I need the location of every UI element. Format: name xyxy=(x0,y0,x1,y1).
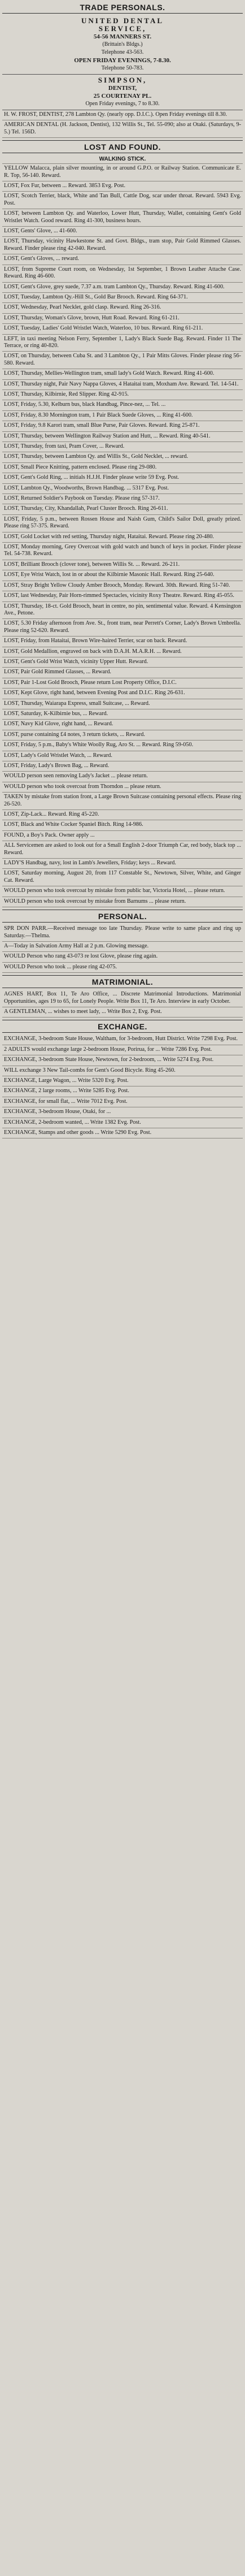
classified-ad: WOULD Person who took ... please ring 42-075. xyxy=(2,963,243,973)
classified-ad: LOST, Black and White Cocker Spaniel Bitch. Ring 14-986. xyxy=(2,820,243,830)
classified-ad: LOST, Gold Medallion, engraved on back with D.A.H. M.A.R.H. ... Reward. xyxy=(2,647,243,657)
classified-ad: LEFT, in taxi meeting Nelson Ferry, September 1, Lady's Black Suede Bag. Reward. Finder 11 The Terrace, or ring 40-820. xyxy=(2,335,243,352)
classified-ad: A—Today in Salvation Army Hall at 2 p.m. Glowing message. xyxy=(2,942,243,952)
classified-ad: LOST, Thursday, between Wellington Railway Station and Hutt, ... Reward. Ring 40-541. xyxy=(2,432,243,442)
ad-line: Telephone 43-563. xyxy=(101,49,144,55)
classified-ad: EXCHANGE, for small flat, ... Write 7012 Evg. Post. xyxy=(2,1097,243,1107)
classified-ad: LOST, Returned Soldier's Paybook on Tuesday. Please ring 57-317. xyxy=(2,494,243,504)
ad-line: Open Friday evenings, 7 to 8.30. xyxy=(85,101,160,107)
classified-ad: FOUND, a Boy's Pack. Owner apply ... xyxy=(2,831,243,841)
ad-line: 54-56 MANNERS ST. xyxy=(93,33,152,40)
classified-ad: ALL Servicemen are asked to look out for a Small English 2-door Triumph Car, red body, black top ... Reward. xyxy=(2,841,243,859)
classified-ad: EXCHANGE, 3-bedroom State House, Newtown, for 2-bedroom, ... Write 5274 Evg. Post. xyxy=(2,1055,243,1066)
ad-line: DENTIST, xyxy=(108,85,137,92)
classified-ad: LOST, Thursday, 18-ct. Gold Brooch, heart in centre, no pin, sentimental value. Reward. 4 Kensington Ave., Petone. xyxy=(2,602,243,620)
classified-ad: LOST, Navy Kid Glove, right hand, ... Reward. xyxy=(2,720,243,730)
classified-ad: LOST, Tuesday, Lambton Qy.-Hill St., Gold Bar Brooch. Reward. Ring 64-371. xyxy=(2,293,243,303)
classified-ad: LOST, Gent's Gloves, ... reward. xyxy=(2,254,243,265)
classified-ad: LOST, Fox Fur, between ... Reward. 3853 Evg. Post. xyxy=(2,181,243,192)
classified-ad: EXCHANGE, 2-bedroom wanted, ... Write 1382 Evg. Post. xyxy=(2,1118,243,1128)
classified-ad: AMERICAN DENTAL (H. Jackson, Dentist), 132 Willis St., Tel. 55-090; also at Otaki. (Saturdays, 9-5.) Tel. 156D. xyxy=(2,120,243,138)
subhead-walking-stick: WALKING STICK. xyxy=(2,155,243,164)
classified-ad: LOST, Thursday, Mellies-Wellington tram, small lady's Gold Watch. Reward. Ring 41-600. xyxy=(2,369,243,379)
classified-ad: LOST, Lady's Gold Wristlet Watch, ... Reward. xyxy=(2,751,243,761)
ad-line: (Brittain's Bldgs.) xyxy=(102,41,143,47)
classified-ad: EXCHANGE, Stamps and other goods ... Write 5290 Evg. Post. xyxy=(2,1128,243,1138)
classified-ad: LOST, Gents' Glove, ... 41-600. xyxy=(2,227,243,237)
classified-ad: LOST, on Thursday, between Cuba St. and 3 Lambton Qy., 1 Pair Mitts Gloves. Finder please ring 56-580. Reward. xyxy=(2,352,243,369)
classified-ad: WOULD person who took overcoat by mistake from public bar, Victoria Hotel, ... please return. xyxy=(2,886,243,897)
classified-ad: LOST, Pair 1-Lost Gold Brooch, Please return Lost Property Office, D.I.C. xyxy=(2,678,243,689)
classified-ad: LOST, Small Piece Knitting, pattern enclosed. Please ring 29-080. xyxy=(2,463,243,473)
classified-ad: LADY'S Handbag, navy, lost in Lamb's Jewellers, Friday; keys ... Reward. xyxy=(2,859,243,869)
classified-ad: LOST, Gent's Gold Ring, ... initials H.J.H. Finder please write 59 Evg. Post. xyxy=(2,473,243,483)
classified-ad: H. W. FROST, DENTIST, 278 Lambton Qy. (nearly opp. D.I.C.). Open Friday evenings till 8.30. xyxy=(2,110,243,120)
ad-line: UNITED DENTAL xyxy=(81,16,164,25)
classified-ad: LOST, Thursday night, Pair Navy Nappa Gloves, 4 Hataitai tram, Moxham Ave. Reward. Tel. 14-541. xyxy=(2,380,243,390)
classified-ad: LOST, Friday, 8.30 Mornington tram, 1 Pair Black Suede Gloves, ... Ring 41-600. xyxy=(2,411,243,421)
classified-ad: LOST, Wednesday, Pearl Necklet, gold clasp. Reward. Ring 26-316. xyxy=(2,303,243,313)
classified-ad: WOULD person who took overcoat from Thorndon ... please return. xyxy=(2,782,243,793)
personal-ads xyxy=(2,924,243,973)
ad-line: 25 COURTENAY PL. xyxy=(93,93,152,99)
section-head-personal: PERSONAL. xyxy=(2,910,243,923)
classified-ad: LOST, Thursday, from taxi, Pram Cover, ... Reward. xyxy=(2,442,243,452)
classified-ad: LOST, Thursday, Waiarapa Express, small Suitcase, ... Reward. xyxy=(2,699,243,709)
classified-ad: LOST, Gold Locket with red setting, Thursday night, Hataitai. Reward. Please ring 20-480. xyxy=(2,532,243,543)
classified-ad: LOST, Friday, 5.30, Kelburn bus, black Handbag, Pince-nez, ... Tel. ... xyxy=(2,400,243,410)
classified-ad: LOST, Thursday, Woman's Glove, brown, Hutt Road. Reward. Ring 61-211. xyxy=(2,314,243,324)
classified-ad: LOST, Brilliant Brooch (clover tone), between Willis St. ... Reward. 26-211. xyxy=(2,560,243,570)
classified-ad: YELLOW Malacca, plain silver mounting, in or around G.P.O. or Railway Station. Communicate E. R. Top, 56-140. Reward. xyxy=(2,164,243,181)
section-head-exchange: EXCHANGE. xyxy=(2,1020,243,1033)
classified-ad: LOST, Friday, 5 p.m., between Rossen House and Naish Gum, Child's Sailor Doll, greatly prized. Please ring 57-375. Reward. xyxy=(2,515,243,532)
classified-ad: WOULD Person who rang 43-073 re lost Glove, please ring again. xyxy=(2,952,243,962)
classified-ad: LOST, Friday, from Hataitai, Brown Wire-haired Terrier, scar on back. Reward. xyxy=(2,637,243,647)
classified-ad: LOST, Kept Glove, right hand, between Evening Post and D.I.C. Ring 26-631. xyxy=(2,689,243,699)
classified-ad: LOST, Gent's Gold Wrist Watch, vicinity Upper Hutt. Reward. xyxy=(2,657,243,668)
classified-ad: SPR DON PARR.—Received message too late Thursday. Please write to same place and ring up Saturday.—Thelma. xyxy=(2,924,243,942)
classified-ad: EXCHANGE, 3-bedroom House, Otaki, for ... xyxy=(2,1107,243,1118)
classified-ad: LOST, Thursday, Kilbirnie, Red Slipper. Ring 42-915. xyxy=(2,390,243,400)
classified-ad: AGNES HART, Box 11, Te Aro Office, ... Discrete Matrimonial Introductions. Matrimonial Opportunities, ages 19 to 65, for Lonely People. Write Box 11, Te Aro. Interview in early October. xyxy=(2,990,243,1007)
classified-ad: LOST, Thursday, City, Khandallah, Pearl Cluster Brooch. Ring 26-611. xyxy=(2,504,243,514)
display-ad-united-dental xyxy=(2,15,243,75)
trade-ads xyxy=(2,110,243,138)
ad-line: SIMPSON, xyxy=(98,76,147,84)
classified-ad: LOST, Gent's Glove, grey suede, 7.37 a.m. tram Lambton Qy., Thursday. Reward. Ring 41-600. xyxy=(2,283,243,293)
classified-ad: EXCHANGE, 3-bedroom State House, Waltham, for 3-bedroom, Hutt District. Write 7298 Evg. Post. xyxy=(2,1034,243,1045)
classified-ad: LOST, Monday morning, Grey Overcoat with gold watch and bunch of keys in pocket. Finder please Tel. 54-738. Reward. xyxy=(2,543,243,560)
display-ad-simpson xyxy=(2,75,243,110)
classified-ad: LOST, Scotch Terrier, black, White and Tan Bull, Cattle Dog, scar under throat. Reward. 5943 Evg. Post. xyxy=(2,192,243,209)
classified-ad: LOST, Lambton Qy., Woodworths, Brown Handbag. ... 5317 Evg. Post. xyxy=(2,484,243,494)
section-head-trade: TRADE PERSONALS. xyxy=(2,1,243,14)
classified-ad: 2 ADULTS would exchange large 2-bedroom House, Porirua, for ... Write 7286 Evg. Post. xyxy=(2,1045,243,1055)
classified-ad: EXCHANGE, Large Wagon, ... Write 5320 Evg. Post. xyxy=(2,1076,243,1086)
classified-ad: WILL exchange 3 New Tail-combs for Gent's Good Bicycle. Ring 45-260. xyxy=(2,1066,243,1076)
classified-ad: LOST, purse containing £4 notes, 3 return tickets, ... Reward. xyxy=(2,730,243,741)
classified-ad: LOST, Friday, 5 p.m., Baby's White Woolly Rug, Aro St. ... Reward. Ring 59-050. xyxy=(2,741,243,751)
classified-ad: LOST, Thursday, vicinity Hawkestone St. and Govt. Bldgs., tram stop, Pair Gold Rimmed Glasses. Reward. Finder please ring 42-040. Reward. xyxy=(2,237,243,254)
ad-line: Telephone 50-783. xyxy=(101,65,144,71)
lost-ads xyxy=(2,164,243,907)
exchange-ads xyxy=(2,1034,243,1138)
ad-line: SERVICE, xyxy=(98,24,147,33)
classified-ad: LOST, Eye Wrist Watch, lost in or about the Kilbirnie Masonic Hall. Reward. Ring 25-640. xyxy=(2,570,243,581)
classified-ad: LOST, from Supreme Court room, on Wednesday, 1st September, 1 Brown Leather Attache Case. Reward. Ring 46-600. xyxy=(2,265,243,283)
classified-ad: LOST, Pair Gold Rimmed Glasses, ... Reward. xyxy=(2,668,243,678)
section-head-matrimonial: MATRIMONIAL. xyxy=(2,975,243,988)
newspaper-classifieds xyxy=(2,0,243,1138)
classified-ad: A GENTLEMAN, ... wishes to meet lady, ... Write Box 2, Evg. Post. xyxy=(2,1007,243,1018)
classified-ad: LOST, Zip-Lack... Reward. Ring 45-220. xyxy=(2,810,243,820)
ad-line: OPEN FRIDAY EVENINGS, 7-8.30. xyxy=(74,57,171,64)
classified-ad: WOULD person who took overcoat by mistake from Barnums ... please return. xyxy=(2,897,243,907)
matrimonial-ads xyxy=(2,990,243,1018)
classified-ad: LOST, Saturday, K-Kilbirnie bus, ... Reward. xyxy=(2,709,243,720)
classified-ad: LOST, Saturday morning, August 20, from 117 Constable St., Newtown, Silver, White, and Ginger Cat. Reward. xyxy=(2,869,243,886)
classified-ad: LOST, Friday, Lady's Brown Bag, ... Reward. xyxy=(2,761,243,772)
classified-ad: LOST, Thursday, between Lambton Qy. and Willis St., Gold Necklet, ... reward. xyxy=(2,452,243,462)
section-head-lost: LOST AND FOUND. xyxy=(2,140,243,153)
classified-ad: LOST, last Wednesday, Pair Horn-rimmed Spectacles, vicinity Roxy Theatre. Reward. Ring 45-055. xyxy=(2,591,243,601)
classified-ad: LOST, Stray Bright Yellow Cloudy Amber Brooch, Monday. Reward. 30th. Reward. Ring 51-740. xyxy=(2,581,243,591)
classified-ad: LOST, Friday, 9.8 Karori tram, small Blue Purse, Pair Gloves. Reward. Ring 25-871. xyxy=(2,421,243,431)
classified-ad: EXCHANGE, 2 large rooms, ... Write 5285 Evg. Post. xyxy=(2,1086,243,1097)
classified-ad: TAKEN by mistake from station front, a Large Brown Suitcase containing personal effects. Please ring 26-520. xyxy=(2,793,243,810)
classified-ad: LOST, 5.30 Friday afternoon from Ave. St., front tram, near Perrett's Corner, Lady's Brown Umbrella. Please ring 52-620. Reward. xyxy=(2,619,243,637)
classified-ad: LOST, Tuesday, Ladies' Gold Wristlet Watch, Waterloo, 10 bus. Reward. Ring 61-211. xyxy=(2,324,243,334)
classified-ad: WOULD person seen removing Lady's Jacket ... please return. xyxy=(2,772,243,782)
classified-ad: LOST, between Lambton Qy. and Waterloo, Lower Hutt, Thursday, Wallet, containing Gent's Gold Wristlet Watch. Good reward. Ring 41-300, business hours. xyxy=(2,209,243,227)
